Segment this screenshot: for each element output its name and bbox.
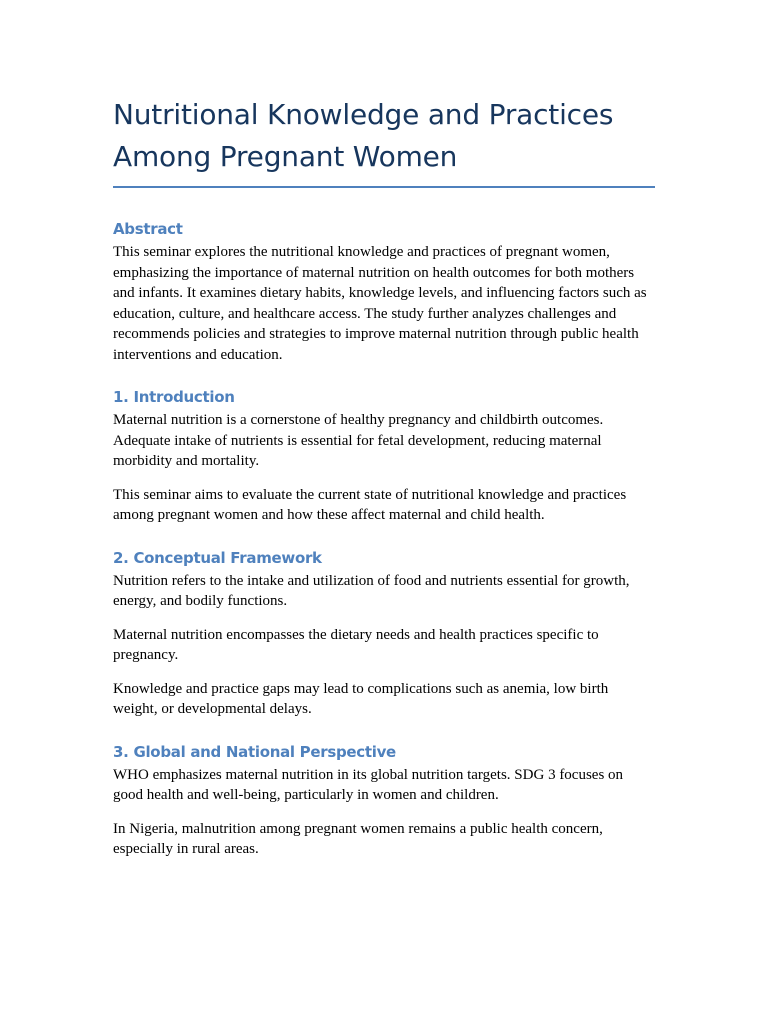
section-introduction bbox=[113, 387, 655, 526]
document-title: Nutritional Knowledge and Practices Among Pregnant Women bbox=[113, 94, 655, 188]
paragraph: Maternal nutrition is a cornerstone of healthy pregnancy and childbirth outcomes. Adequate intake of nutrients is essential for fetal development, reducing maternal morbidity and mortality. bbox=[113, 412, 604, 469]
paragraph: WHO emphasizes maternal nutrition in its global nutrition targets. SDG 3 focuses on good health and well-being, particularly in women and children. bbox=[113, 766, 624, 803]
section-heading: 2. Conceptual Framework bbox=[113, 548, 322, 567]
paragraph: This seminar explores the nutritional knowledge and practices of pregnant women, emphasizing the importance of maternal nutrition on health outcomes for both mothers and infants. It examines dietary habits, knowledge levels, and influencing factors such as education, culture, and healthcare access. The study further analyzes challenges and recommends policies and strategies to improve maternal nutrition through public health interventions and education. bbox=[113, 244, 647, 363]
paragraph: Maternal nutrition encompasses the dietary needs and health practices specific to pregnancy. bbox=[113, 626, 599, 663]
paragraph: In Nigeria, malnutrition among pregnant women remains a public health concern, especially in rural areas. bbox=[113, 820, 603, 857]
paragraph: Nutrition refers to the intake and utilization of food and nutrients essential for growth, energy, and bodily functions. bbox=[113, 572, 630, 609]
section-heading: Abstract bbox=[113, 220, 183, 238]
section-heading: 3. Global and National Perspective bbox=[113, 742, 396, 761]
section-abstract bbox=[113, 219, 655, 365]
paragraph: This seminar aims to evaluate the current state of nutritional knowledge and practices among pregnant women and how these affect maternal and child health. bbox=[113, 486, 627, 523]
section-conceptual-framework bbox=[113, 548, 655, 720]
document-page bbox=[113, 94, 655, 873]
paragraph: Knowledge and practice gaps may lead to complications such as anemia, low birth weight, or developmental delays. bbox=[113, 680, 609, 717]
section-global-national-perspective bbox=[113, 742, 655, 860]
section-heading: 1. Introduction bbox=[113, 388, 235, 406]
